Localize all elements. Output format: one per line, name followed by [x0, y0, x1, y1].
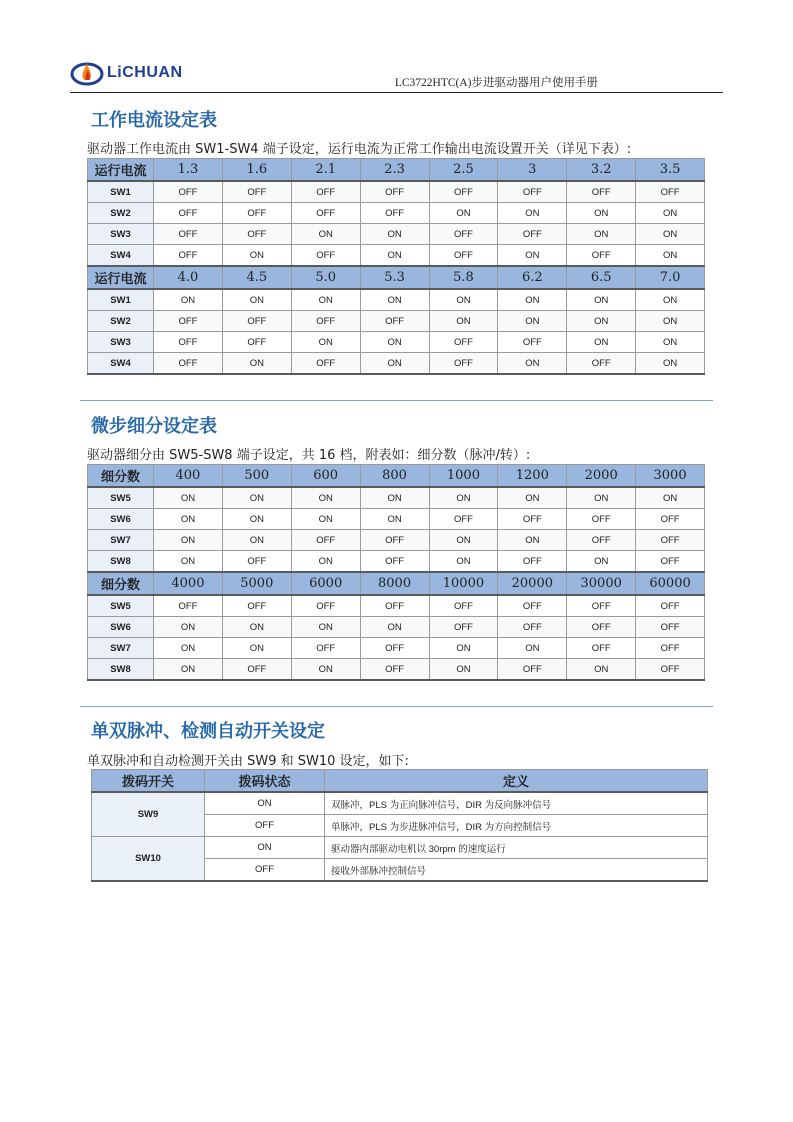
switch-state-cell: ON — [429, 638, 498, 659]
switch-state-cell: ON — [360, 509, 429, 530]
switch-state-cell: OFF — [498, 181, 567, 203]
switch-name: SW7 — [88, 530, 154, 551]
switch-state-cell: ON — [222, 509, 291, 530]
switch-state-cell: ON — [567, 659, 636, 681]
table-row — [88, 638, 705, 659]
switch-state-cell: OFF — [567, 530, 636, 551]
switch-name: SW3 — [88, 224, 154, 245]
switch-state-cell: OFF — [360, 638, 429, 659]
table-row — [88, 353, 705, 375]
header-value-cell: 2.1 — [291, 159, 360, 182]
switch-state-cell: ON — [360, 245, 429, 267]
switch-state-cell: ON — [154, 551, 223, 573]
header-value-cell: 30000 — [567, 572, 636, 595]
header-value-cell: 2.5 — [429, 159, 498, 182]
switch-name: SW5 — [88, 487, 154, 509]
microstep-section-title: 微步细分设定表 — [91, 416, 217, 437]
switch-state-cell: ON — [222, 638, 291, 659]
switch-state-cell: ON — [360, 332, 429, 353]
table-row — [88, 659, 705, 681]
switch-state-cell: OFF — [360, 551, 429, 573]
header-label-cell: 运行电流 — [88, 159, 154, 182]
switch-state-cell: ON — [154, 659, 223, 681]
switch-state-cell: OFF — [360, 181, 429, 203]
switch-state-cell: ON — [567, 224, 636, 245]
switch-state-cell: OFF — [360, 311, 429, 332]
switch-state-cell: OFF — [222, 203, 291, 224]
header-cell: 定义 — [325, 770, 708, 793]
header-value-cell: 1.3 — [154, 159, 223, 182]
switch-state-cell: ON — [222, 487, 291, 509]
switch-state-cell: OFF — [360, 530, 429, 551]
switch-state-cell: ON — [429, 659, 498, 681]
switch-state-cell: OFF — [498, 595, 567, 617]
header-value-cell: 500 — [222, 465, 291, 488]
switch-state-cell: ON — [636, 353, 705, 375]
switch-state-cell: ON — [291, 551, 360, 573]
pulse-intro: 单双脉冲和自动检测开关由 SW9 和 SW10 设定，如下: — [87, 754, 409, 769]
current-section-title: 工作电流设定表 — [91, 110, 217, 131]
switch-state-cell: ON — [636, 203, 705, 224]
switch-state-cell: OFF — [429, 181, 498, 203]
header-value-cell: 1000 — [429, 465, 498, 488]
header-value-cell: 1.6 — [222, 159, 291, 182]
switch-state-cell: ON — [291, 332, 360, 353]
switch-state-cell: OFF — [291, 530, 360, 551]
switch-state-cell: ON — [360, 289, 429, 311]
table-row — [88, 551, 705, 573]
switch-state-cell: ON — [222, 617, 291, 638]
table-row — [88, 245, 705, 267]
table-header-row — [88, 159, 705, 182]
header-value-cell: 5.8 — [429, 266, 498, 289]
switch-state-cell: ON — [154, 509, 223, 530]
switch-state-cell: ON — [429, 487, 498, 509]
lichuan-logo-icon — [70, 60, 104, 86]
section-divider — [80, 706, 713, 707]
header-value-cell: 3000 — [636, 465, 705, 488]
switch-state-cell: OFF — [222, 659, 291, 681]
table-row — [88, 509, 705, 530]
switch-state-cell: ON — [567, 487, 636, 509]
pulse-table-body — [92, 770, 708, 882]
table-row — [92, 837, 708, 859]
table-row — [88, 289, 705, 311]
switch-state-cell: OFF — [567, 617, 636, 638]
switch-state-cell: OFF — [291, 353, 360, 375]
switch-state-cell: OFF — [429, 245, 498, 267]
switch-state-cell: OFF — [291, 245, 360, 267]
switch-state-cell: OFF — [222, 332, 291, 353]
switch-state-cell: OFF — [636, 595, 705, 617]
switch-name: SW3 — [88, 332, 154, 353]
switch-state-cell: OFF — [360, 203, 429, 224]
table-row — [88, 595, 705, 617]
header-value-cell: 8000 — [360, 572, 429, 595]
switch-state-cell: OFF — [498, 617, 567, 638]
switch-state-cell: OFF — [498, 332, 567, 353]
header-value-cell: 4.5 — [222, 266, 291, 289]
switch-state-cell: ON — [360, 224, 429, 245]
header-value-cell: 5.0 — [291, 266, 360, 289]
table-row — [88, 224, 705, 245]
switch-state-cell: ON — [429, 530, 498, 551]
switch-state-cell: ON — [498, 638, 567, 659]
table-row — [88, 181, 705, 203]
switch-state-cell: OFF — [291, 181, 360, 203]
current-table-body — [88, 159, 705, 375]
switch-state-cell: OFF — [154, 224, 223, 245]
switch-state: ON — [205, 837, 325, 859]
switch-state-cell: ON — [567, 289, 636, 311]
switch-state-cell: OFF — [291, 311, 360, 332]
switch-state-cell: OFF — [567, 638, 636, 659]
header-cell: 拨码状态 — [205, 770, 325, 793]
switch-state-cell: OFF — [636, 617, 705, 638]
table-row — [88, 311, 705, 332]
switch-state-cell: OFF — [567, 595, 636, 617]
switch-state-cell: ON — [360, 617, 429, 638]
header-value-cell: 60000 — [636, 572, 705, 595]
switch-state-cell: OFF — [291, 203, 360, 224]
switch-state-cell: OFF — [636, 509, 705, 530]
switch-state-cell: ON — [498, 530, 567, 551]
microstep-table-body — [88, 465, 705, 681]
header-value-cell: 4.0 — [154, 266, 223, 289]
table-row — [88, 487, 705, 509]
company-logo — [70, 58, 183, 88]
header-value-cell: 600 — [291, 465, 360, 488]
switch-state-cell: ON — [429, 203, 498, 224]
switch-state-cell: OFF — [567, 181, 636, 203]
table-row — [88, 203, 705, 224]
switch-state-cell: OFF — [360, 659, 429, 681]
switch-state-cell: OFF — [498, 224, 567, 245]
table-row — [88, 332, 705, 353]
switch-state: ON — [205, 792, 325, 815]
switch-state-cell: ON — [636, 487, 705, 509]
switch-state-cell: OFF — [429, 332, 498, 353]
switch-name: SW1 — [88, 181, 154, 203]
switch-state-cell: ON — [498, 487, 567, 509]
switch-state-cell: ON — [154, 487, 223, 509]
switch-state-cell: ON — [154, 638, 223, 659]
section-divider — [80, 400, 713, 401]
switch-definition: 单脉冲，PLS 为步进脉冲信号，DIR 为方向控制信号 — [325, 815, 708, 837]
switch-name: SW2 — [88, 203, 154, 224]
switch-name: SW4 — [88, 353, 154, 375]
table-header-row — [88, 465, 705, 488]
switch-state-cell: ON — [429, 551, 498, 573]
header-value-cell: 1200 — [498, 465, 567, 488]
table-row — [92, 792, 708, 815]
header-value-cell: 6.5 — [567, 266, 636, 289]
switch-name: SW6 — [88, 617, 154, 638]
header-value-cell: 10000 — [429, 572, 498, 595]
switch-state-cell: ON — [636, 224, 705, 245]
switch-state-cell: OFF — [498, 551, 567, 573]
document-title: LC3722HTC(A)步进驱动器用户使用手册 — [394, 77, 598, 89]
switch-state-cell: ON — [222, 245, 291, 267]
switch-state-cell: OFF — [154, 332, 223, 353]
switch-state-cell: ON — [291, 224, 360, 245]
switch-state-cell: ON — [291, 509, 360, 530]
switch-state-cell: ON — [222, 289, 291, 311]
pulse-table — [91, 769, 708, 882]
header-value-cell: 3 — [498, 159, 567, 182]
header-label-cell: 细分数 — [88, 572, 154, 595]
switch-state-cell: OFF — [429, 353, 498, 375]
microstep-table — [87, 464, 705, 681]
switch-state-cell: ON — [567, 311, 636, 332]
header-value-cell: 400 — [154, 465, 223, 488]
switch-state-cell: OFF — [429, 224, 498, 245]
switch-state-cell: OFF — [567, 353, 636, 375]
switch-state-cell: OFF — [222, 595, 291, 617]
switch-name: SW9 — [92, 792, 205, 837]
switch-state-cell: ON — [636, 311, 705, 332]
switch-state-cell: ON — [291, 617, 360, 638]
header-value-cell: 5.3 — [360, 266, 429, 289]
switch-state-cell: ON — [498, 353, 567, 375]
header-value-cell: 7.0 — [636, 266, 705, 289]
switch-state-cell: OFF — [291, 638, 360, 659]
switch-name: SW7 — [88, 638, 154, 659]
switch-name: SW10 — [92, 837, 205, 882]
switch-state-cell: ON — [291, 659, 360, 681]
switch-state-cell: OFF — [429, 617, 498, 638]
switch-definition: 接收外部脉冲控制信号 — [325, 859, 708, 882]
switch-state: OFF — [205, 859, 325, 882]
table-header-row — [88, 266, 705, 289]
header-value-cell: 3.5 — [636, 159, 705, 182]
header-value-cell: 2000 — [567, 465, 636, 488]
switch-state-cell: OFF — [222, 224, 291, 245]
switch-state-cell: OFF — [154, 245, 223, 267]
header-value-cell: 5000 — [222, 572, 291, 595]
header-value-cell: 4000 — [154, 572, 223, 595]
switch-state-cell: ON — [154, 289, 223, 311]
switch-state-cell: ON — [498, 245, 567, 267]
switch-name: SW4 — [88, 245, 154, 267]
microstep-intro: 驱动器细分由 SW5-SW8 端子设定，共 16 档，附表如：细分数（脉冲/转）: — [87, 448, 531, 463]
switch-state-cell: ON — [567, 203, 636, 224]
switch-state-cell: ON — [222, 530, 291, 551]
switch-state-cell: OFF — [154, 353, 223, 375]
header-value-cell: 20000 — [498, 572, 567, 595]
switch-state-cell: ON — [360, 487, 429, 509]
switch-state-cell: ON — [429, 311, 498, 332]
pulse-section-title: 单双脉冲、检测自动开关设定 — [91, 721, 325, 742]
switch-state-cell: ON — [360, 353, 429, 375]
table-row — [88, 530, 705, 551]
switch-state-cell: OFF — [154, 181, 223, 203]
switch-definition: 双脉冲，PLS 为正向脉冲信号，DIR 为反向脉冲信号 — [325, 792, 708, 815]
header-value-cell: 6000 — [291, 572, 360, 595]
switch-state-cell: OFF — [291, 595, 360, 617]
switch-state-cell: OFF — [567, 245, 636, 267]
table-header-row — [88, 572, 705, 595]
switch-state-cell: ON — [636, 332, 705, 353]
switch-state-cell: OFF — [498, 659, 567, 681]
header-label-cell: 细分数 — [88, 465, 154, 488]
switch-state-cell: ON — [222, 353, 291, 375]
switch-state-cell: OFF — [636, 551, 705, 573]
switch-state-cell: ON — [291, 289, 360, 311]
switch-state-cell: OFF — [154, 311, 223, 332]
current-intro: 驱动器工作电流由 SW1-SW4 端子设定，运行电流为正常工作输出电流设置开关（详见下表）: — [87, 142, 632, 157]
switch-name: SW1 — [88, 289, 154, 311]
switch-name: SW8 — [88, 551, 154, 573]
switch-state-cell: OFF — [636, 530, 705, 551]
header-label-cell: 运行电流 — [88, 266, 154, 289]
switch-state-cell: OFF — [222, 181, 291, 203]
switch-name: SW2 — [88, 311, 154, 332]
switch-name: SW8 — [88, 659, 154, 681]
switch-state-cell: OFF — [222, 311, 291, 332]
header-value-cell: 2.3 — [360, 159, 429, 182]
header-value-cell: 6.2 — [498, 266, 567, 289]
switch-state-cell: OFF — [498, 509, 567, 530]
switch-state-cell: ON — [498, 311, 567, 332]
switch-state-cell: OFF — [429, 509, 498, 530]
switch-state-cell: ON — [429, 289, 498, 311]
switch-state-cell: ON — [498, 203, 567, 224]
logo-text: LiCHUAN — [107, 64, 183, 81]
switch-state-cell: ON — [636, 245, 705, 267]
switch-state-cell: OFF — [154, 203, 223, 224]
switch-state-cell: OFF — [636, 181, 705, 203]
switch-state-cell: ON — [567, 551, 636, 573]
switch-state-cell: ON — [154, 617, 223, 638]
switch-state-cell: ON — [498, 289, 567, 311]
header-value-cell: 3.2 — [567, 159, 636, 182]
switch-state-cell: OFF — [636, 659, 705, 681]
switch-state-cell: OFF — [360, 595, 429, 617]
switch-state-cell: OFF — [222, 551, 291, 573]
switch-state-cell: OFF — [154, 595, 223, 617]
switch-state-cell: ON — [154, 530, 223, 551]
switch-definition: 驱动器内部驱动电机以 30rpm 的速度运行 — [325, 837, 708, 859]
switch-state-cell: OFF — [636, 638, 705, 659]
switch-state: OFF — [205, 815, 325, 837]
switch-state-cell: ON — [567, 332, 636, 353]
switch-state-cell: ON — [291, 487, 360, 509]
table-row — [88, 617, 705, 638]
header-value-cell: 800 — [360, 465, 429, 488]
current-table — [87, 158, 705, 375]
page-header — [70, 56, 723, 93]
switch-state-cell: ON — [636, 289, 705, 311]
switch-state-cell: OFF — [567, 509, 636, 530]
switch-name: SW5 — [88, 595, 154, 617]
header-cell: 拨码开关 — [92, 770, 205, 793]
switch-name: SW6 — [88, 509, 154, 530]
switch-state-cell: OFF — [429, 595, 498, 617]
pulse-table-header — [92, 770, 708, 793]
